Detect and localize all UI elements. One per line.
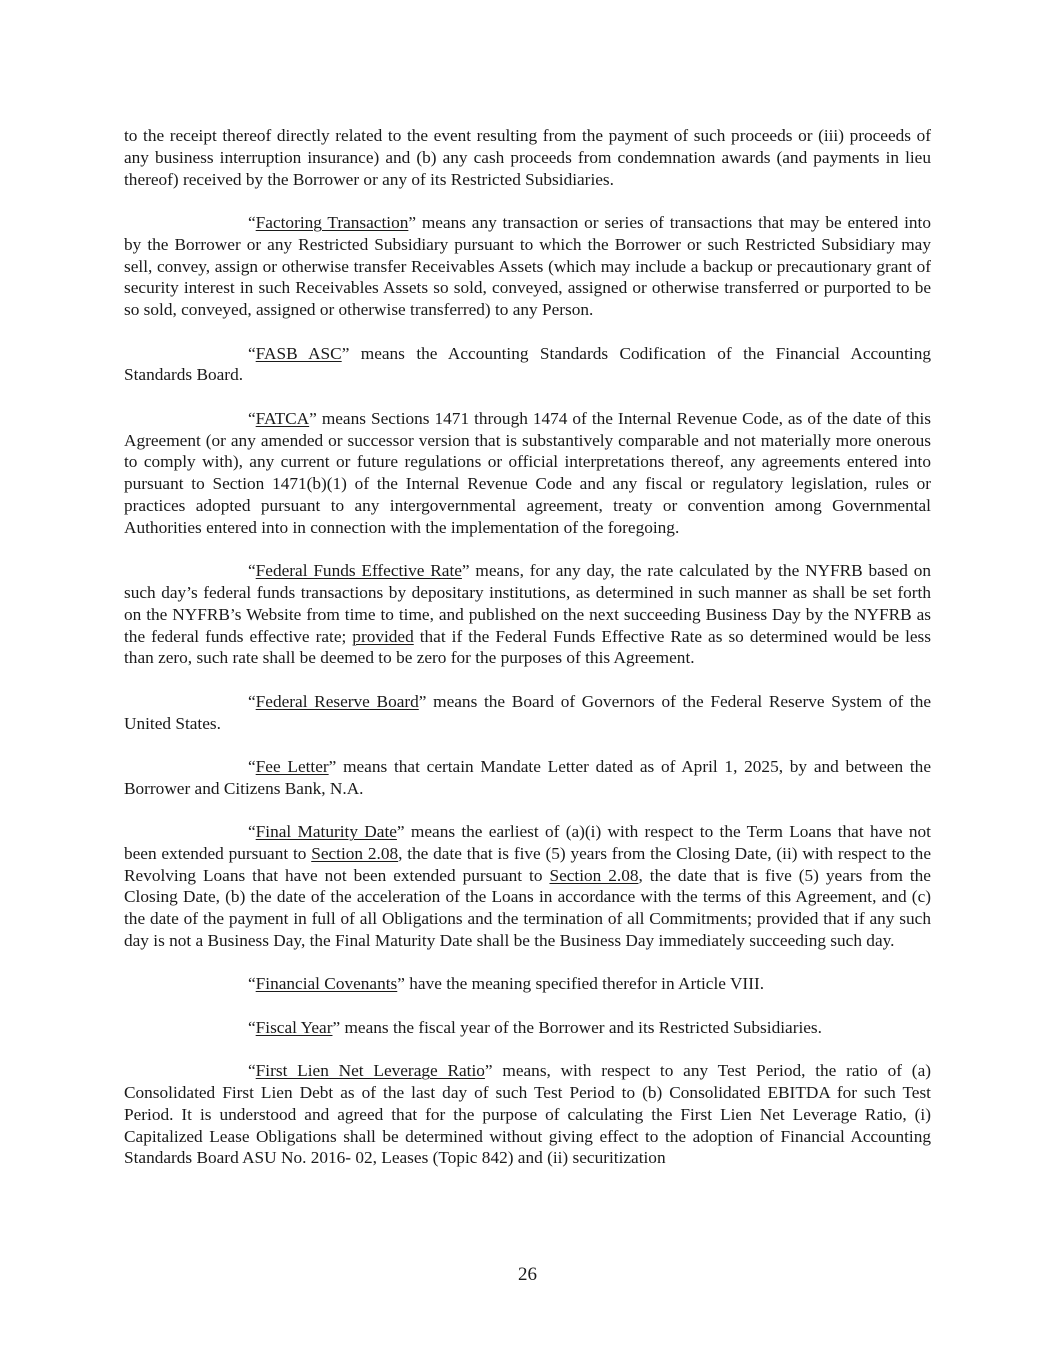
defined-term: Financial Covenants (255, 974, 398, 994)
defined-term: Federal Funds Effective Rate (255, 561, 462, 581)
defined-term: FATCA (255, 408, 310, 428)
definition-factoring-transaction (124, 212, 931, 321)
definition-body: ” means, with respect to any Test Period, the ratio of (a) Consolidated First Lien Debt as of the last day of such Test Period to (b) Consolidated EBITDA for such Test Period. It is understood and agreed that for the purpose of calculating the First Lien Net Leverage Ratio, (i) Capitalized Lease Obligations shall be determined without giving effect to the adoption of Financial Accounting Standards Board ASU No. 2016- 02, Leases (Topic 842) and (ii) securitization (124, 1061, 931, 1168)
definition-fee-letter (124, 756, 931, 800)
open-quote: “ (248, 561, 256, 581)
definition-fasb-asc (124, 343, 931, 387)
open-quote: “ (248, 343, 256, 363)
definition-federal-reserve-board (124, 691, 931, 735)
definition-body: ” means the Accounting Standards Codification of the Financial Accounting Standards Board. (124, 343, 931, 385)
definition-body: ” means the earliest of (a)(i) with respect to the Term Loans that have not been extended pursuant to (124, 822, 931, 863)
defined-term: Fiscal Year (255, 1017, 333, 1037)
defined-term: Fee Letter (255, 756, 329, 776)
document-page (124, 125, 931, 1191)
open-quote: “ (248, 1017, 256, 1037)
page-number: 26 (518, 1264, 537, 1285)
definition-body: ” have the meaning specified therefor in Article VIII. (397, 974, 765, 994)
definition-body: ” means Sections 1471 through 1474 of the Internal Revenue Code, as of the date of this Agreement (or any amended or successor version that is substantively comparable and not materially more onerous to comply with), any current or future regulations or official interpretations thereof, any agreements entered into pursuant to Section 1471(b)(1) of the Internal Revenue Code and any fiscal or regulatory legislation, rules or practices adopted pursuant to any intergovernmental agreement, treaty or convention among Governmental Authorities entered into in connection with the implementation of the foregoing. (124, 408, 931, 537)
definition-body: ” means the Board of Governors of the Federal Reserve System of the United States. (124, 691, 931, 733)
definition-body: that if the Federal Funds Effective Rate as so determined would be less than zero, such rate shall be deemed to be zero for the purposes of this Agreement. (124, 626, 931, 668)
definition-body: ” means any transaction or series of transactions that may be entered into by the Borrower or any Restricted Subsidiary pursuant to which the Borrower or such Restricted Subsidiary may sell, convey, assign or otherwise transfer Receivables Assets (which may include a backup or precautionary grant of security interest in such Receivables Assets so sold, conveyed, assigned or otherwise transferred or purported to be so sold, conveyed, assigned or otherwise transferred) to any Person. (124, 212, 931, 320)
open-quote: “ (248, 822, 256, 842)
paragraph-continuation: to the receipt thereof directly related to the event resulting from the payment of such proceeds or (iii) proceeds of any business interruption insurance) and (b) any cash proceeds from condemnation awards (and payments in lieu thereof) received by the Borrower or any of its Restricted Subsidiaries. (124, 126, 931, 189)
definition-body: ” means the fiscal year of the Borrower and its Restricted Subsidiaries. (332, 1017, 822, 1037)
defined-term: Federal Reserve Board (255, 691, 419, 711)
open-quote: “ (248, 1061, 256, 1081)
defined-term: FASB ASC (255, 343, 342, 363)
defined-term: Final Maturity Date (255, 822, 397, 842)
open-quote: “ (248, 974, 256, 994)
defined-term: First Lien Net Leverage Ratio (255, 1061, 485, 1081)
definition-body: , the date that is five (5) years from the Closing Date, (b) the date of the acceleration of the Loans in accordance with the terms of this Agreement, and (c) the date of the payment in full of all Obligations and the termination of all Commitments; provided that if any such day is not a Business Day, the Final Maturity Date shall be the Business Day immediately succeeding such day. (124, 865, 931, 951)
defined-term: Factoring Transaction (255, 212, 409, 232)
definition-federal-funds-effective-rate (124, 560, 931, 669)
provided-term: provided (352, 626, 414, 646)
open-quote: “ (248, 691, 256, 711)
definition-body: , the date that is five (5) years from the Closing Date, (ii) with respect to the Revolving Loans that have not been extended pursuant to (124, 843, 931, 885)
definition-first-lien-net-leverage-ratio (124, 1060, 931, 1169)
definition-body: ” means, for any day, the rate calculated by the NYFRB based on such day’s federal funds transactions by depositary institutions, as determined in such manner as shall be set forth on the NYFRB’s Website from time to time, and published on the next succeeding Business Day by the NYFRB as the federal funds effective rate; (124, 561, 931, 646)
section-reference: Section 2.08 (549, 865, 639, 885)
definition-final-maturity-date (124, 821, 931, 952)
open-quote: “ (248, 756, 256, 776)
open-quote: “ (248, 212, 256, 232)
open-quote: “ (248, 408, 256, 428)
definition-fatca (124, 408, 931, 539)
definition-financial-covenants (124, 973, 931, 995)
definition-fiscal-year (124, 1017, 931, 1039)
section-reference: Section 2.08 (311, 843, 399, 863)
definition-body: ” means that certain Mandate Letter dated as of April 1, 2025, by and between the Borrower and Citizens Bank, N.A. (124, 756, 931, 798)
